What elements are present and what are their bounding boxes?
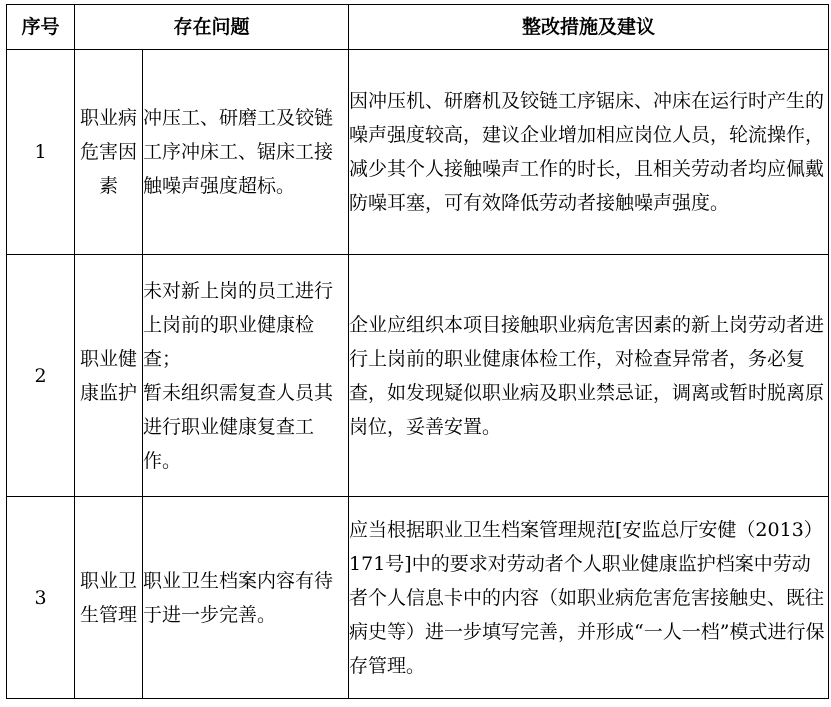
row-measure	[349, 255, 829, 497]
row-category: 职业卫生管理	[75, 497, 143, 699]
issue-text: 未对新上岗的员工进行上岗前的职业健康检查；	[143, 279, 334, 370]
issue-text: 冲压工、研磨工及铰链工序冲床工、锯床工接触噪声强度超标。	[143, 107, 334, 197]
row-category: 职业病危害因素	[75, 50, 143, 255]
table-row	[7, 497, 829, 699]
row-issue	[143, 255, 349, 497]
measure-text: 企业应组织本项目接触职业病危害因素的新上岗劳动者进行上岗前的职业健康体检工作，对检查异常者，务必复查，如发现疑似职业病及职业禁忌证，调离或暂时脱离原岗位，妥善安置。	[349, 313, 825, 438]
row-measure	[349, 50, 829, 255]
row-issue	[143, 497, 349, 699]
header-issue: 存在问题	[75, 5, 349, 50]
header-measure: 整改措施及建议	[349, 5, 829, 50]
measure-text: 因冲压机、研磨机及铰链工序锯床、冲床在运行时产生的噪声强度较高，建议企业增加相应岗位人员，轮流操作，减少其个人接触噪声工作的时长，且相关劳动者均应佩戴防噪耳塞，可有效降低劳动者接触噪声强度。	[349, 90, 825, 214]
row-number: 3	[7, 497, 75, 699]
rectification-table	[6, 4, 829, 699]
row-number: 1	[7, 50, 75, 255]
issue-text: 暂未组织需复查人员其进行职业健康复查工作。	[143, 381, 334, 472]
row-issue	[143, 50, 349, 255]
row-measure	[349, 497, 829, 699]
table-row	[7, 255, 829, 497]
header-row	[7, 5, 829, 50]
table-row	[7, 50, 829, 255]
measure-text: 应当根据职业卫生档案管理规范[安监总厅安健（2013）171号]中的要求对劳动者个人职业健康监护档案中劳动者个人信息卡中的内容（如职业病危害危害接触史、既往病史等）进一步填写完善，并形成“一人一档”模式进行保存管理。	[349, 518, 825, 677]
header-no: 序号	[7, 5, 75, 50]
issue-text: 职业卫生档案内容有待于进一步完善。	[143, 569, 334, 626]
row-number: 2	[7, 255, 75, 497]
row-category: 职业健康监护	[75, 255, 143, 497]
